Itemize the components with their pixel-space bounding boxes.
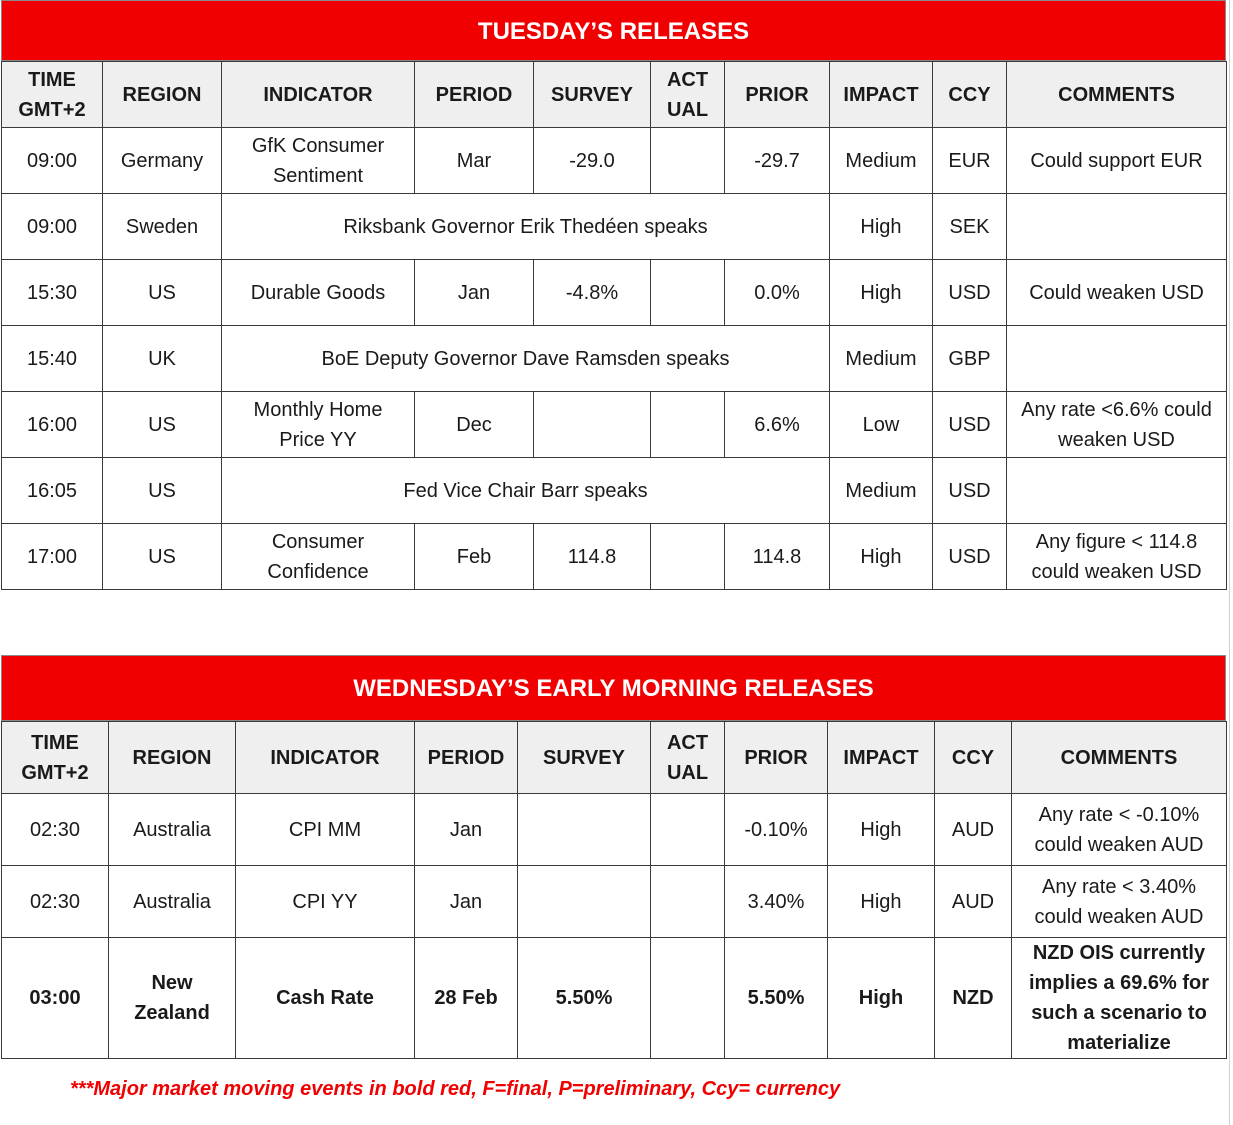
cell-region: Australia bbox=[109, 794, 236, 866]
cell-impact: High bbox=[830, 194, 933, 260]
wednesday-table bbox=[1, 721, 1227, 1059]
table-row bbox=[2, 326, 1227, 392]
header-time: TIME GMT+2 bbox=[2, 722, 109, 794]
table-header-row bbox=[2, 62, 1227, 128]
cell-time: 17:00 bbox=[2, 524, 103, 590]
cell-prior: -29.7 bbox=[725, 128, 830, 194]
cell-prior: -0.10% bbox=[725, 794, 828, 866]
table-row bbox=[2, 524, 1227, 590]
cell-ccy: NZD bbox=[935, 938, 1012, 1059]
table-row bbox=[2, 938, 1227, 1059]
cell-indicator: CPI YY bbox=[236, 866, 415, 938]
cell-survey: -4.8% bbox=[534, 260, 651, 326]
cell-time: 09:00 bbox=[2, 194, 103, 260]
cell-prior: 0.0% bbox=[725, 260, 830, 326]
table-row bbox=[2, 194, 1227, 260]
cell-survey bbox=[518, 866, 651, 938]
cell-indicator: Cash Rate bbox=[236, 938, 415, 1059]
table-row bbox=[2, 392, 1227, 458]
cell-time: 15:30 bbox=[2, 260, 103, 326]
cell-region: Australia bbox=[109, 866, 236, 938]
cell-ccy: USD bbox=[933, 392, 1007, 458]
cell-impact: Medium bbox=[830, 326, 933, 392]
cell-comments: Could weaken USD bbox=[1007, 260, 1227, 326]
table-header-row bbox=[2, 722, 1227, 794]
cell-actual bbox=[651, 866, 725, 938]
cell-region: US bbox=[103, 260, 222, 326]
cell-region: Germany bbox=[103, 128, 222, 194]
cell-period: 28 Feb bbox=[415, 938, 518, 1059]
cell-impact: High bbox=[830, 260, 933, 326]
header-survey: SURVEY bbox=[534, 62, 651, 128]
cell-prior: 114.8 bbox=[725, 524, 830, 590]
cell-prior: 3.40% bbox=[725, 866, 828, 938]
cell-survey bbox=[534, 392, 651, 458]
cell-comments: NZD OIS currently implies a 69.6% for such a scenario to materialize bbox=[1012, 938, 1227, 1059]
cell-comments bbox=[1007, 326, 1227, 392]
cell-ccy: USD bbox=[933, 458, 1007, 524]
cell-time: 02:30 bbox=[2, 866, 109, 938]
cell-period: Jan bbox=[415, 260, 534, 326]
table-row bbox=[2, 794, 1227, 866]
cell-comments: Any figure < 114.8 could weaken USD bbox=[1007, 524, 1227, 590]
header-prior: PRIOR bbox=[725, 722, 828, 794]
header-prior: PRIOR bbox=[725, 62, 830, 128]
cell-actual bbox=[651, 260, 725, 326]
cell-impact: Medium bbox=[830, 458, 933, 524]
cell-ccy: GBP bbox=[933, 326, 1007, 392]
header-time: TIME GMT+2 bbox=[2, 62, 103, 128]
cell-actual bbox=[651, 392, 725, 458]
cell-indicator: GfK Consumer Sentiment bbox=[222, 128, 415, 194]
cell-impact: High bbox=[830, 524, 933, 590]
cell-impact: High bbox=[828, 938, 935, 1059]
cell-comments bbox=[1007, 458, 1227, 524]
cell-comments: Any rate < -0.10% could weaken AUD bbox=[1012, 794, 1227, 866]
table-row bbox=[2, 458, 1227, 524]
header-actual: ACT UAL bbox=[651, 62, 725, 128]
cell-time: 15:40 bbox=[2, 326, 103, 392]
cell-indicator: Monthly Home Price YY bbox=[222, 392, 415, 458]
header-ccy: CCY bbox=[933, 62, 1007, 128]
tuesday-title: TUESDAY’S RELEASES bbox=[477, 18, 750, 45]
cell-time: 16:05 bbox=[2, 458, 103, 524]
header-indicator: INDICATOR bbox=[236, 722, 415, 794]
cell-actual bbox=[651, 794, 725, 866]
header-region: REGION bbox=[103, 62, 222, 128]
cell-comments: Any rate < 3.40% could weaken AUD bbox=[1012, 866, 1227, 938]
header-actual: ACT UAL bbox=[651, 722, 725, 794]
cell-time: 02:30 bbox=[2, 794, 109, 866]
cell-region: US bbox=[103, 524, 222, 590]
cell-period: Dec bbox=[415, 392, 534, 458]
cell-region: US bbox=[103, 392, 222, 458]
tuesday-title-banner bbox=[1, 0, 1226, 61]
cell-ccy: SEK bbox=[933, 194, 1007, 260]
cell-impact: Medium bbox=[830, 128, 933, 194]
cell-period: Jan bbox=[415, 794, 518, 866]
header-period: PERIOD bbox=[415, 722, 518, 794]
wednesday-title: WEDNESDAY’S EARLY MORNING RELEASES bbox=[353, 675, 874, 702]
wednesday-title-banner bbox=[1, 655, 1226, 721]
cell-impact: High bbox=[828, 794, 935, 866]
cell-period: Jan bbox=[415, 866, 518, 938]
cell-prior: 6.6% bbox=[725, 392, 830, 458]
cell-time: 09:00 bbox=[2, 128, 103, 194]
table-row bbox=[2, 260, 1227, 326]
header-ccy: CCY bbox=[935, 722, 1012, 794]
cell-survey: -29.0 bbox=[534, 128, 651, 194]
header-survey: SURVEY bbox=[518, 722, 651, 794]
cell-actual bbox=[651, 524, 725, 590]
header-impact: IMPACT bbox=[830, 62, 933, 128]
cell-survey: 5.50% bbox=[518, 938, 651, 1059]
wednesday-section bbox=[1, 655, 1226, 1059]
table-row bbox=[2, 866, 1227, 938]
cell-ccy: AUD bbox=[935, 866, 1012, 938]
cell-ccy: USD bbox=[933, 260, 1007, 326]
header-comments: COMMENTS bbox=[1012, 722, 1227, 794]
cell-survey: 114.8 bbox=[534, 524, 651, 590]
cell-event: Riksbank Governor Erik Thedéen speaks bbox=[222, 194, 830, 260]
cell-time: 16:00 bbox=[2, 392, 103, 458]
tuesday-section bbox=[1, 0, 1226, 590]
cell-ccy: USD bbox=[933, 524, 1007, 590]
cell-period: Mar bbox=[415, 128, 534, 194]
cell-survey bbox=[518, 794, 651, 866]
header-impact: IMPACT bbox=[828, 722, 935, 794]
header-period: PERIOD bbox=[415, 62, 534, 128]
cell-indicator: Durable Goods bbox=[222, 260, 415, 326]
tuesday-table bbox=[1, 61, 1227, 590]
header-region: REGION bbox=[109, 722, 236, 794]
cell-ccy: AUD bbox=[935, 794, 1012, 866]
header-comments: COMMENTS bbox=[1007, 62, 1227, 128]
cell-ccy: EUR bbox=[933, 128, 1007, 194]
footnote: ***Major market moving events in bold red, F=final, P=preliminary, Ccy= currency bbox=[70, 1078, 841, 1100]
cell-impact: Low bbox=[830, 392, 933, 458]
cell-actual bbox=[651, 128, 725, 194]
cell-comments: Could support EUR bbox=[1007, 128, 1227, 194]
cell-event: BoE Deputy Governor Dave Ramsden speaks bbox=[222, 326, 830, 392]
cell-region: New Zealand bbox=[109, 938, 236, 1059]
cell-comments: Any rate <6.6% could weaken USD bbox=[1007, 392, 1227, 458]
cell-period: Feb bbox=[415, 524, 534, 590]
page-edge-divider bbox=[1229, 0, 1230, 1125]
cell-impact: High bbox=[828, 866, 935, 938]
cell-indicator: Consumer Confidence bbox=[222, 524, 415, 590]
cell-region: Sweden bbox=[103, 194, 222, 260]
cell-region: UK bbox=[103, 326, 222, 392]
cell-actual bbox=[651, 938, 725, 1059]
cell-comments bbox=[1007, 194, 1227, 260]
cell-time: 03:00 bbox=[2, 938, 109, 1059]
cell-event: Fed Vice Chair Barr speaks bbox=[222, 458, 830, 524]
table-row bbox=[2, 128, 1227, 194]
cell-region: US bbox=[103, 458, 222, 524]
cell-prior: 5.50% bbox=[725, 938, 828, 1059]
header-indicator: INDICATOR bbox=[222, 62, 415, 128]
cell-indicator: CPI MM bbox=[236, 794, 415, 866]
